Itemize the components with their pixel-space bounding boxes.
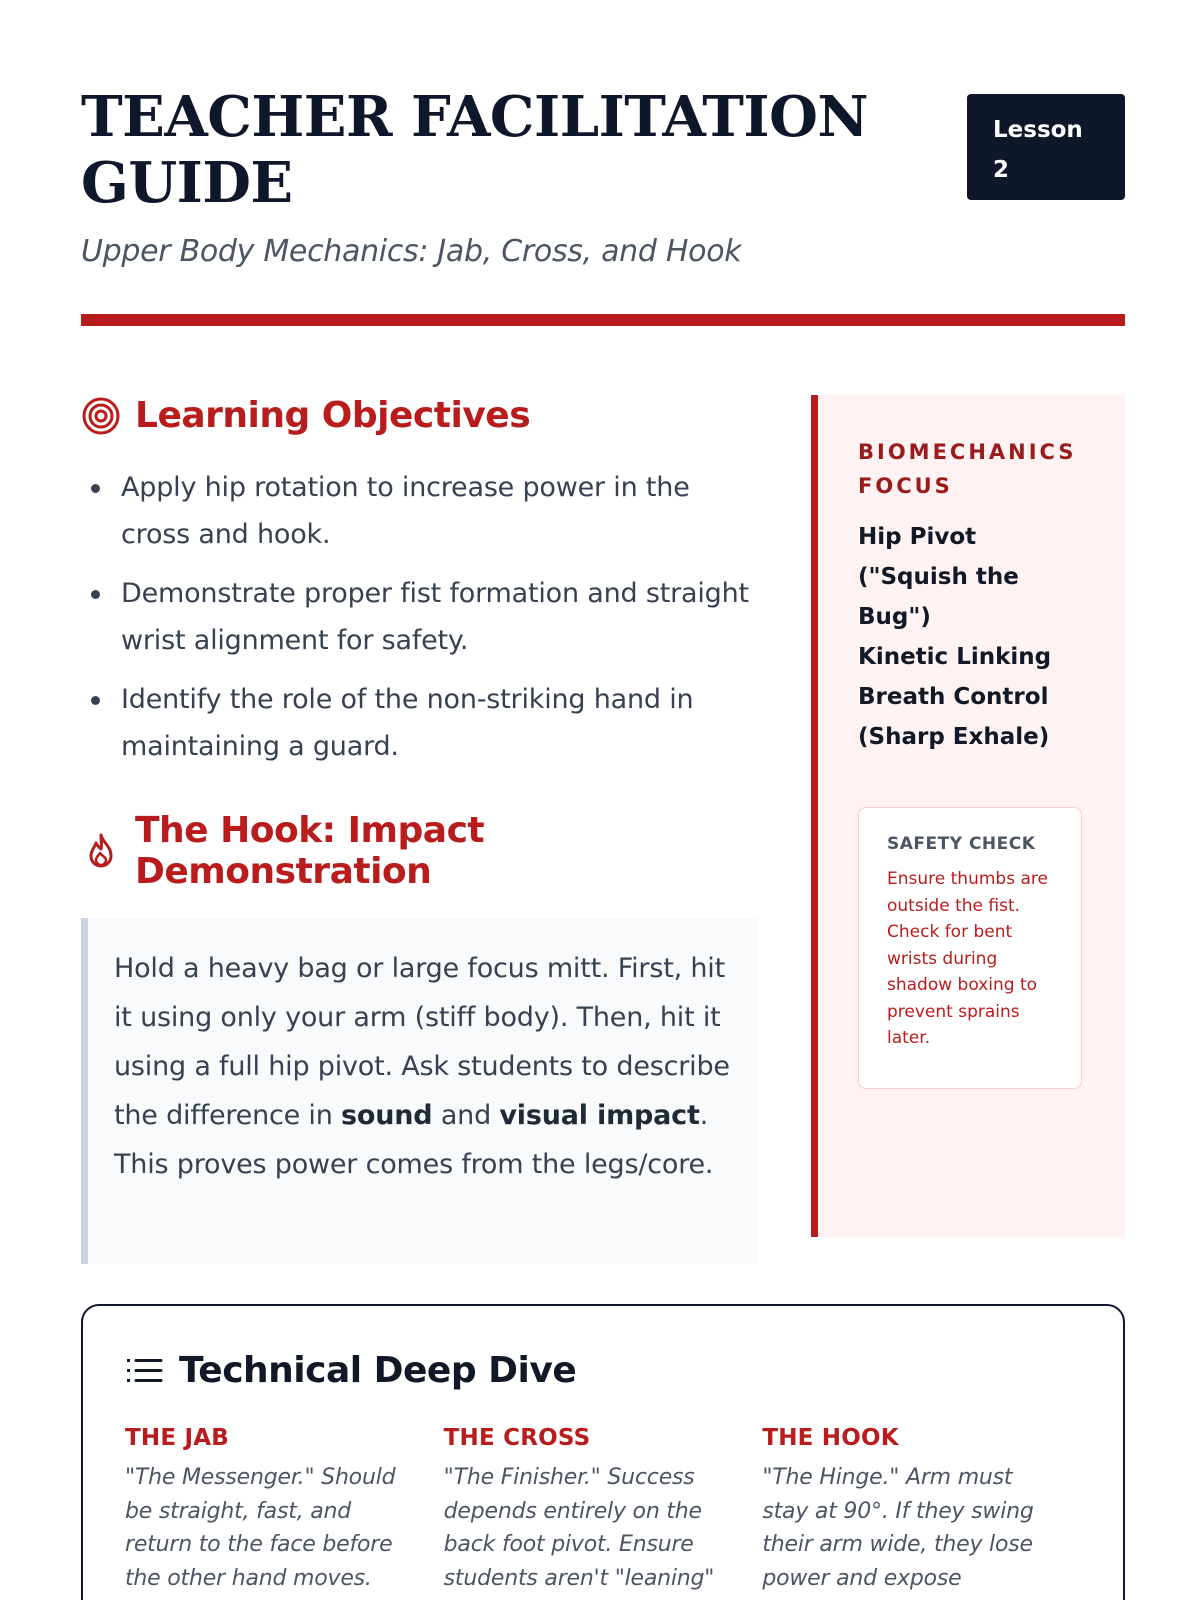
jab-text: "The Messenger." Should be straight, fast, and return to the face before the other hand moves. [125,1465,396,1591]
list-item: Demonstrate proper fist formation and straight wrist alignment for safety. [81,570,757,664]
main-column [81,395,757,1264]
page-header [81,84,1125,269]
safety-check-title: SAFETY CHECK [887,834,1036,854]
lesson-badge: Lesson 2 [967,94,1125,200]
header-divider [81,314,1125,326]
learning-objectives-title: Learning Objectives [135,395,531,436]
safety-check-card [858,807,1082,1089]
deep-dive-heading [125,1350,1081,1391]
objectives-list [81,464,757,770]
list-item: Kinetic Linking [858,644,1052,670]
deep-dive-columns [125,1425,1081,1595]
jab-title: THE JAB [125,1425,229,1451]
cross-title: THE CROSS [443,1425,591,1451]
page-subtitle: Upper Body Mechanics: Jab, Cross, and Hook [81,234,742,269]
flame-icon [81,831,121,871]
deep-dive-title: Technical Deep Dive [179,1350,577,1391]
hook-demo-heading [81,810,757,892]
demo-text-start: Hold a heavy bag or large focus mitt. First, hit it using only your arm (stiff body). Then, hit it using a full hip pivot. Ask students to describe the difference in [114,953,730,1131]
hook-title: THE HOOK [762,1425,899,1451]
demo-text-mid: and [432,1100,500,1131]
demo-bold-sound: sound [341,1100,433,1131]
demo-bold-visual-impact: visual impact [499,1100,700,1131]
target-icon [81,396,121,436]
sidebar-label: BIOMECHANICS FOCUS [858,440,1077,498]
list-item: Hip Pivot ("Squish the Bug") [858,524,1019,630]
list-icon [125,1354,163,1388]
focus-list [858,517,1089,757]
jab-column [125,1425,444,1595]
learning-objectives-heading [81,395,757,436]
hook-demo-box [81,918,757,1264]
hook-text: "The Hinge." Arm must stay at 90°. If they swing their arm wide, they lose power and expose [762,1465,1034,1591]
hook-demo-title: The Hook: Impact Demonstration [135,810,485,892]
cross-text: "The Finisher." Success depends entirely on the back foot pivot. Ensure students aren't "leaning" [443,1465,715,1591]
list-item: Breath Control (Sharp Exhale) [858,684,1050,750]
page-title: TEACHER FACILITATION GUIDE [81,84,869,216]
demo-text-end: . This proves power comes from the legs/core. [114,1100,714,1180]
safety-check-text: Ensure thumbs are outside the fist. Check for bent wrists during shadow boxing to prevent sprains later. [887,869,1048,1048]
hook-column [762,1425,1081,1595]
biomechanics-sidebar [811,395,1125,1237]
technical-deep-dive [81,1304,1125,1600]
list-item: Apply hip rotation to increase power in the cross and hook. [81,464,757,558]
cross-column [444,1425,763,1595]
list-item: Identify the role of the non-striking hand in maintaining a guard. [81,676,757,770]
